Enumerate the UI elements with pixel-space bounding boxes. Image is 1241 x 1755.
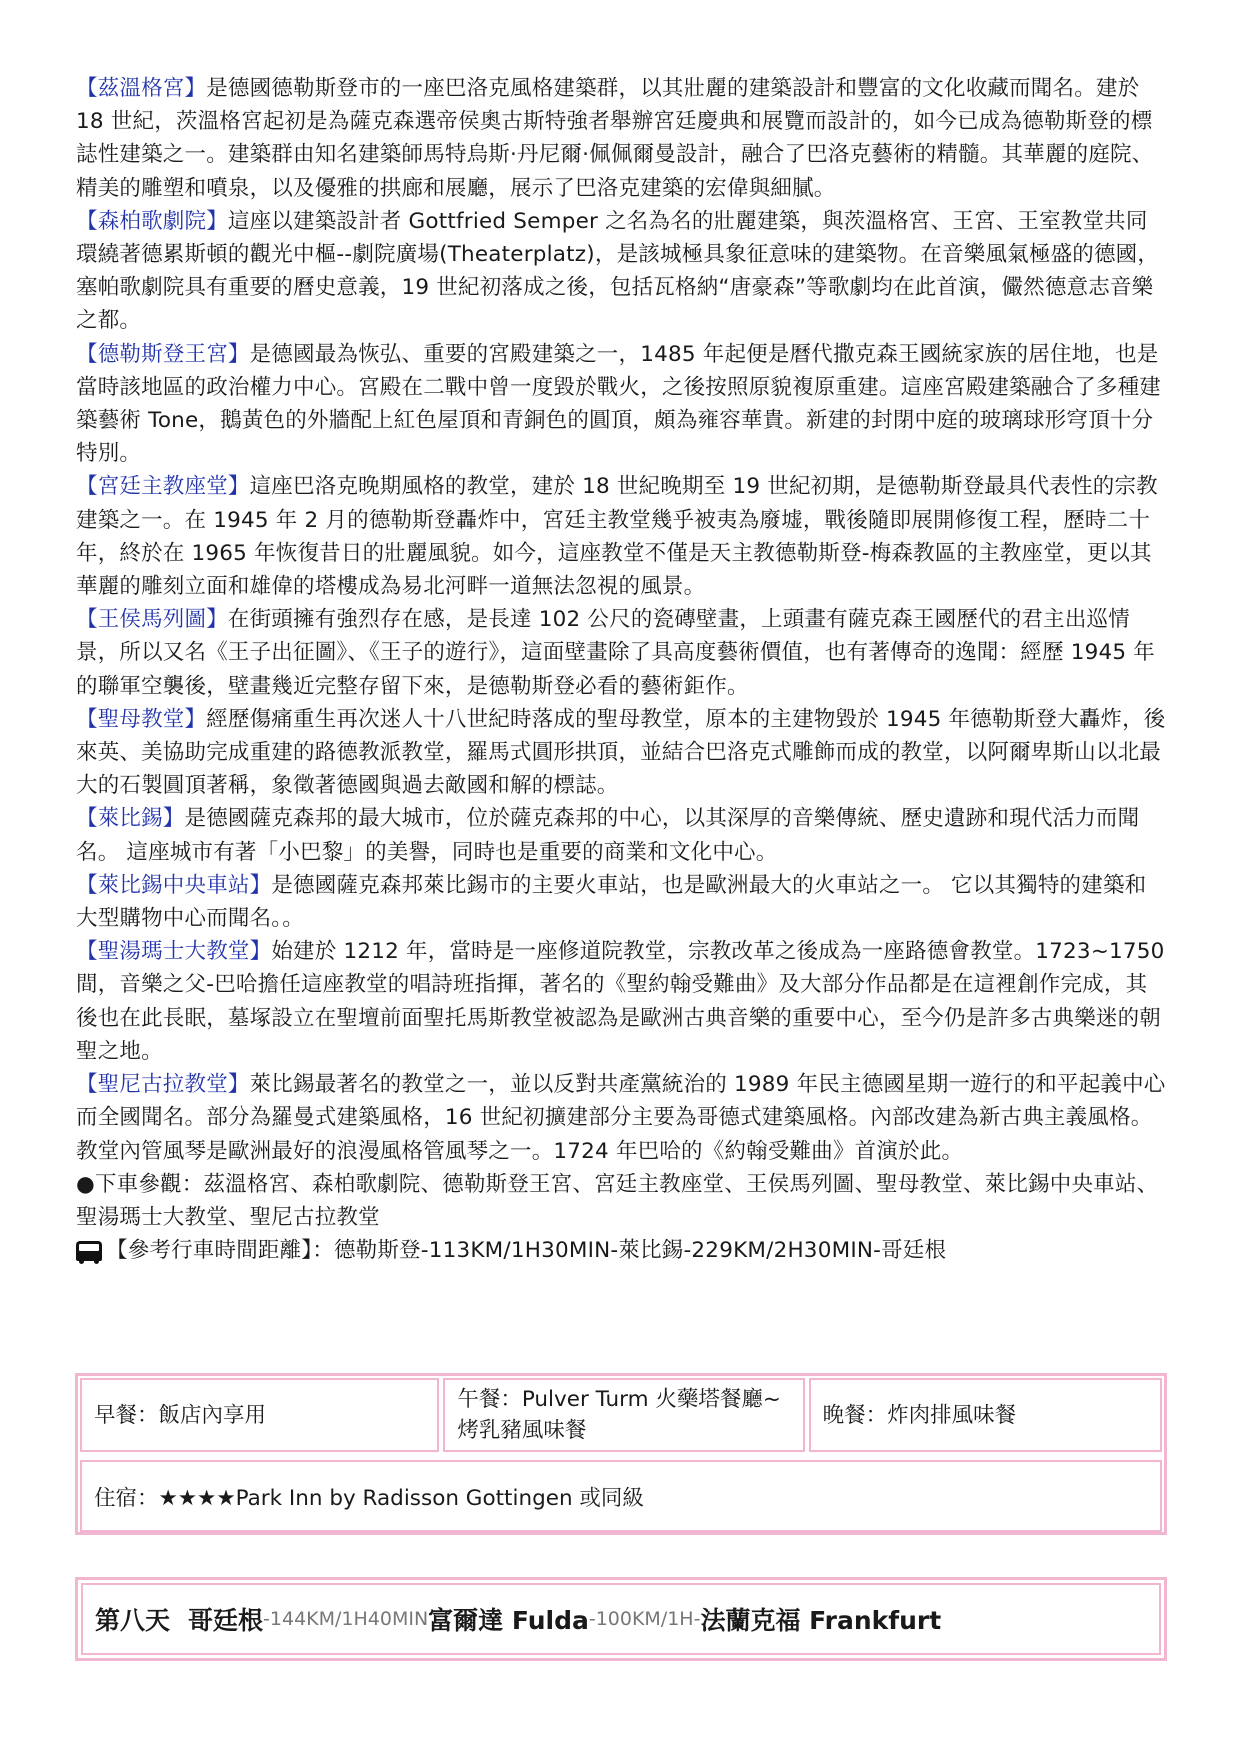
route-distance: -100KM/1H-: [588, 1608, 701, 1630]
paragraph-text: 始建於 1212 年，當時是一座修道院教堂，宗教改革之後成為一座路德會教堂。1723~1750 間，音樂之父-巴哈擔任這座教堂的唱詩班指揮，著名的《聖約翰受難曲》及大部分作品都是在這裡創作完成，其後也在此長眠，墓塚設立在聖壇前面聖托馬斯教堂被認為是歐洲古典音樂的重要中心，至今仍是許多古典樂迷的朝聖之地。: [76, 939, 1165, 1064]
lunch-cell: 午餐：Pulver Turm 火藥塔餐廳~烤乳豬風味餐: [443, 1378, 804, 1452]
paragraph-frauenkirche: [76, 703, 1166, 803]
paragraph-nikolaikirche: [76, 1068, 1166, 1168]
place-name: 【聖尼古拉教堂】: [76, 1072, 250, 1098]
bus-icon: [76, 1241, 102, 1261]
day-label: 第八天: [95, 1606, 171, 1635]
paragraph-text: 是德國薩克森邦的最大城市，位於薩克森邦的中心，以其深厚的音樂傳統、歷史遺跡和現代活力而聞名。 這座城市有著「小巴黎」的美譽，同時也是重要的商業和文化中心。: [76, 806, 1140, 865]
paragraph-text: 是德國德勒斯登市的一座巴洛克風格建築群，以其壯麗的建築設計和豐富的文化收藏而聞名。建於 18 世紀，茨溫格宮起初是為薩克森選帝侯奧古斯特強者舉辦宮廷慶典和展覽而設計的，如今已成為德勒斯登的標誌性建築之一。建築群由知名建築師馬特烏斯·丹尼爾·佩佩爾曼設計，融合了巴洛克藝術的精髓。其華麗的庭院、精美的雕塑和噴泉，以及優雅的拱廊和展廳，展示了巴洛克建築的宏偉與細膩。: [76, 76, 1154, 201]
place-name: 【宮廷主教座堂】: [76, 474, 250, 500]
paragraph-text: 在街頭擁有強烈存在感，是長達 102 公尺的瓷磚壁畫，上頭畫有薩克森王國歷代的君主出巡情景，所以又名《王子出征圖》、《王子的遊行》，這面壁畫除了具高度藝術價值，也有著傳奇的逸聞：經歷 1945 年的聯軍空襲後，壁畫幾近完整存留下來，是德勒斯登必看的藝術鉅作。: [76, 607, 1155, 699]
paragraph-text: 萊比錫最著名的教堂之一，並以反對共產黨統治的 1989 年民主德國星期一遊行的和平起義中心而全國聞名。部分為羅曼式建築風格，16 世紀初擴建部分主要為哥德式建築風格。內部改建為新古典主義風格。教堂內管風琴是歐洲最好的浪漫風格管風琴之一。1724 年巴哈的《約翰受難曲》首演於此。: [76, 1072, 1166, 1164]
meal-table: [75, 1373, 1167, 1535]
attraction-descriptions: [76, 72, 1166, 1267]
place-name: 【萊比錫】: [76, 806, 185, 832]
paragraph-thomaskirche: [76, 935, 1166, 1068]
paragraph-text: 是德國最為恢弘、重要的宮殿建築之一，1485 年起便是曆代撒克森王國統家族的居住地，也是當時該地區的政治權力中心。宮殿在二戰中曾一度毀於戰火，之後按照原貌複原重建。這座宮殿建築融合了多種建築藝術 Tone，鵝黃色的外牆配上紅色屋頂和青銅色的圓頂，頗為雍容華貴。新建的封閉中庭的玻璃球形穹頂十分特別。: [76, 341, 1162, 467]
paragraph-leipzig-hbf: [76, 869, 1166, 935]
place-name: 【森柏歌劇院】: [76, 208, 228, 234]
place-name: 【王侯馬列圖】: [76, 607, 228, 633]
route-city: 法蘭克福 Frankfurt: [700, 1606, 942, 1635]
paragraph-hofkirche: [76, 470, 1166, 603]
paragraph-text: 這座巴洛克晚期風格的教堂，建於 18 世紀晚期至 19 世紀初期，是德勒斯登最具代表性的宗教建築之一。在 1945 年 2 月的德勒斯登轟炸中，宮廷主教堂幾乎被夷為廢墟，戰後隨即展開修復工程，歷時二十年，終於在 1965 年恢復昔日的壯麗風貌。如今，這座教堂不僅是天主教德勒斯登-梅森教區的主教座堂，更以其華麗的雕刻立面和雄偉的塔樓成為易北河畔一道無法忽視的風景。: [76, 474, 1158, 600]
paragraph-leipzig: [76, 802, 1166, 868]
place-name: 【聖湯瑪士大教堂】: [76, 939, 272, 965]
place-name: 【萊比錫中央車站】: [76, 872, 272, 898]
paragraph-text: 這座以建築設計者 Gottfried Semper 之名為名的壯麗建築，與茨溫格宮、王宮、王室教堂共同環繞著德累斯頓的觀光中樞--劇院廣場(Theaterplatz)，是該城極具象征意味的建築物。在音樂風氣極盛的德國，塞帕歌劇院具有重要的曆史意義，19 世紀初落成之後，包括瓦格納“唐豪森”等歌劇均在此首演，儼然德意志音樂之都。: [76, 208, 1160, 334]
visit-list: ●下車參觀：茲溫格宮、森柏歌劇院、德勒斯登王宮、宮廷主教座堂、王侯馬列圖、聖母教堂、萊比錫中央車站、聖湯瑪士大教堂、聖尼古拉教堂: [76, 1171, 1159, 1230]
accommodation-cell: 住宿：★★★★Park Inn by Radisson Gottingen 或同級: [80, 1460, 1162, 1532]
place-name: 【聖母教堂】: [76, 706, 207, 732]
meal-row: [78, 1376, 1164, 1454]
day-title: [81, 1583, 1161, 1655]
paragraph-semperoper: [76, 205, 1166, 338]
route-city: 哥廷根: [188, 1606, 264, 1635]
place-name: 【茲溫格宮】: [76, 76, 207, 101]
next-day-header: [75, 1577, 1167, 1661]
paragraph-fuerstenzug: [76, 603, 1166, 703]
paragraph-text: 經歷傷痛重生再次迷人十八世紀時落成的聖母教堂，原本的主建物毀於 1945 年德勒斯登大轟炸，後來英、美協助完成重建的路德教派教堂，羅馬式圓形拱頂，並結合巴洛克式雕飾而成的教堂，以阿爾卑斯山以北最大的石製圓頂著稱，象徵著德國與過去敵國和解的標誌。: [76, 706, 1166, 799]
travel-info: 【參考行車時間距離】：德勒斯登-113KM/1H30MIN-萊比錫-229KM/2H30MIN-哥廷根: [106, 1238, 947, 1264]
paragraph-text: 是德國薩克森邦萊比錫市的主要火車站，也是歐洲最大的火車站之一。 它以其獨特的建築和大型購物中心而聞名。。: [76, 872, 1147, 932]
place-name: 【德勒斯登王宮】: [76, 341, 250, 367]
travel-info-line: [76, 1234, 1166, 1267]
route-distance: -144KM/1H40MIN: [263, 1608, 429, 1630]
breakfast-cell: 早餐：飯店內享用: [80, 1378, 439, 1452]
paragraph-zwinger: [76, 72, 1166, 205]
paragraph-residenzschloss: [76, 338, 1166, 471]
dinner-cell: 晚餐：炸肉排風味餐: [809, 1378, 1162, 1452]
route-city: 富爾達 Fulda: [428, 1606, 589, 1635]
